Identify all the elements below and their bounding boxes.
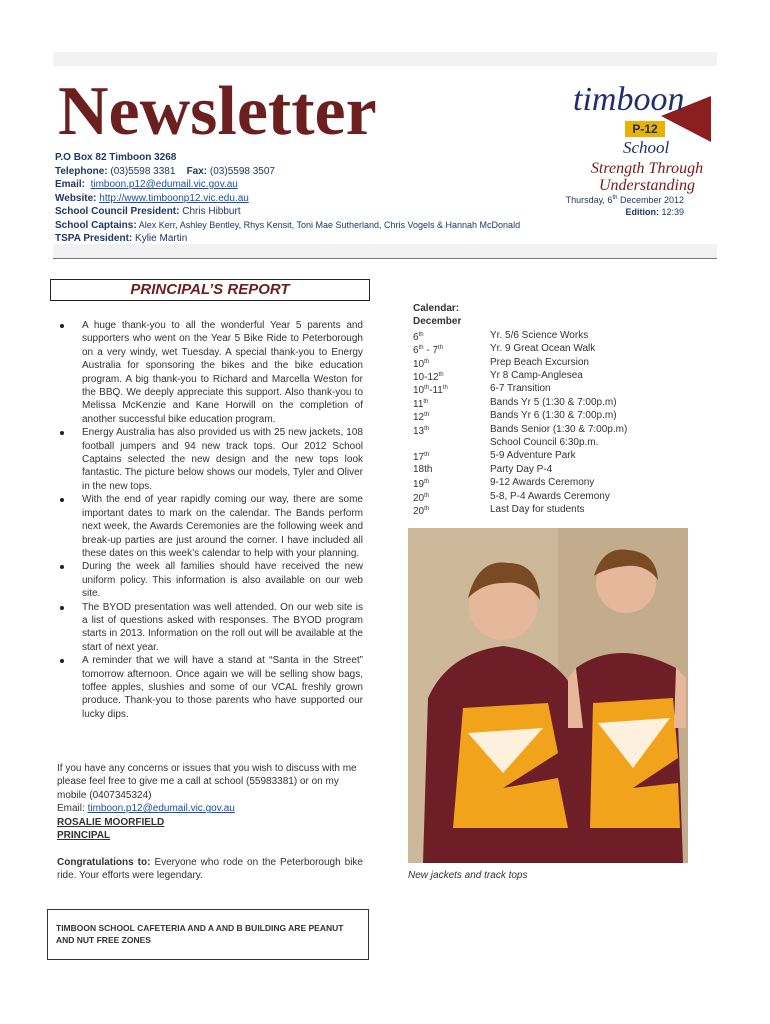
bullet-dot-icon [60,659,64,663]
calendar-event-date: 20th [413,505,430,517]
calendar-event-row [413,342,683,355]
edition-number: Edition: 12:39 [625,207,684,217]
bullet-dot-icon [60,606,64,610]
calendar-event-date: 10th-11th [413,385,448,397]
calendar-event-text: Bands Yr 6 (1:30 & 7:00p.m) [490,410,617,422]
calendar-event-date: 20th [413,492,430,504]
contact-email-line: Email: timboon.p12@edumail.vic.gov.au [57,803,235,815]
header-top-band [53,52,717,66]
calendar-events [413,329,683,516]
calendar-event-text: Last Day for students [490,503,585,515]
calendar-event-text: 9-12 Awards Ceremony [490,477,595,489]
logo-p12-badge: P-12 [625,121,665,137]
report-bullet-item [57,560,363,600]
students-in-new-tops-image [408,528,688,863]
bullet-text: Energy Australia has also provided us with 25 new jackets, 108 football jumpers and 94 new track tops. Our 2012 School Captains selected the new design and the new tops look fantastic. The picture below shows our models, Tyler and Oliver in the new tops. [82,427,363,492]
calendar-event-row [413,329,683,342]
congratulations-note: Congratulations to: Everyone who rode on the Peterborough bike ride. Your efforts were legendary. [57,857,363,882]
logo-school-text: School [623,138,670,157]
website-link[interactable]: http://www.timboonp12.vic.edu.au [99,192,249,204]
president-line: School Council President: Chris Hibburt [55,206,241,217]
tspa-line: TSPA President: Kylie Martin [55,233,188,244]
newsletter-title: Newsletter [58,73,377,150]
bullet-dot-icon [60,498,64,502]
calendar-event-row [413,382,683,395]
bullet-text: A huge thank-you to all the wonderful Year 5 parents and supporters who went on the Year 5 Bike Ride to Peterborough on a very windy, wet Tuesday. A special thank-you to Energy Australia for sponsoring the bikes and the bike education program. A big thank-you to Richard and Marcella Weston for the BBQ. We deeply appreciate this support. Also thank-you to Melissa McKenzie and Kane Horwill on the completion of another successful bike education program. [82,320,363,425]
principal-report-title: PRINCIPAL’S REPORT [130,281,290,298]
calendar-month: December [413,316,462,328]
principal-title: PRINCIPAL [57,830,111,842]
calendar-event-date: 18th [413,463,433,475]
calendar-event-date: 6th [413,331,424,343]
captains-line: School Captains: Alex Kerr, Ashley Bentley, Rhys Kensit, Toni Mae Sutherland, Chris Vogels & Hannah McDonald [55,219,521,231]
principal-contact [57,762,363,842]
report-bullet-item [57,601,363,655]
calendar-event-text: Yr 8 Camp-Anglesea [490,369,583,381]
calendar [413,302,683,516]
calendar-event-date: 6th - 7th [413,345,444,357]
telephone-line: Telephone: (03)5598 3381 Fax: (03)5598 3507 [55,165,275,177]
calendar-event-row [413,463,683,476]
calendar-event-date: 12th [413,412,430,424]
motto-line-2: Understanding [599,177,695,194]
principal-report-bullets [57,319,363,721]
header-bottom-band [53,244,717,258]
school-motto [567,160,727,194]
contact-text: If you have any concerns or issues that you wish to discuss with me please feel free to give me a call at school (55983381) or on my mobile (0407345324) [57,763,357,801]
bullet-dot-icon [60,431,64,435]
calendar-event-row [413,476,683,489]
calendar-event-date: 10-12th [413,371,444,383]
calendar-event-text: Yr. 9 Great Ocean Walk [490,343,596,355]
calendar-event-text: 5-8, P-4 Awards Ceremony [490,490,610,502]
calendar-event-date: 11th [413,398,429,410]
bullet-text: With the end of year rapidly coming our way, there are some important dates to mark on the calendar. The Bands perform next week, the Awards Ceremonies are the following week and break-up parties are just around the corner. I have included all these dates on this week’s calendar to help with your planning. [82,494,363,559]
calendar-event-row [413,436,683,449]
calendar-event-date: 10th [413,358,430,370]
calendar-event-date: 13th [413,425,430,437]
students-photo [408,528,688,863]
school-contact-info [55,151,520,246]
logo-wordmark: timboon [573,81,685,118]
calendar-event-date: 19th [413,479,430,491]
calendar-event-row [413,503,683,516]
po-box: P.O Box 82 Timboon 3268 [55,152,177,163]
header-email-link[interactable]: timboon.p12@edumail.vic.gov.au [90,179,238,190]
photo-caption: New jackets and track tops [408,870,528,881]
calendar-heading: Calendar: [413,303,460,314]
calendar-event-row [413,490,683,503]
newsletter-header [53,66,717,244]
calendar-event-text: Bands Yr 5 (1:30 & 7:00p.m) [490,396,617,408]
bullet-text: The BYOD presentation was well attended. On our web site is a list of questions asked with responses. The BYOD program starts in 2013. Information on the roll out will be available at the start of next year. [82,601,363,653]
report-bullet-item [57,426,363,493]
calendar-event-row [413,409,683,422]
calendar-event-text: Prep Beach Excursion [490,356,589,368]
principal-report-heading-box [50,279,370,301]
bullet-text: During the week all families should have received the new uniform policy. This information is also available on our web site. [82,561,363,600]
calendar-event-text: 6-7 Transition [490,383,551,395]
email-line: Email: timboon.p12@edumail.vic.gov.au [55,179,238,190]
bullet-dot-icon [60,565,64,569]
calendar-event-text: Bands Senior (1:30 & 7:00p.m) [490,423,628,435]
calendar-event-row [413,369,683,382]
nut-free-notice: TIMBOON SCHOOL CAFETERIA AND A AND B BUILDING ARE PEANUT AND NUT FREE ZONES [47,909,369,960]
calendar-event-text: 5-9 Adventure Park [490,450,576,462]
calendar-event-text: Yr. 5/6 Science Works [490,329,589,341]
calendar-event-row [413,396,683,409]
motto-line-1: Strength Through [590,160,704,177]
calendar-event-text: School Council 6:30p.m. [490,436,599,448]
bullet-dot-icon [60,324,64,328]
bullet-text: A reminder that we will have a stand at “Santa in the Street” tomorrow afternoon. Once again we will be selling show bags, toffee apples, slushies and some of our VCAL freshly grown produce. Thank-you to those parents who have supported our lucky dips. [82,655,363,720]
report-bullet-item [57,493,363,560]
calendar-event-row [413,423,683,436]
principal-name: ROSALIE MOORFIELD [57,816,165,828]
principal-email-link[interactable]: timboon.p12@edumail.vic.gov.au [87,803,235,815]
header-divider [53,258,717,259]
report-bullet-item [57,319,363,426]
calendar-event-date: 17th [413,452,430,464]
website-line: Website: http://www.timboonp12.vic.edu.au [55,192,249,204]
issue-date: Thursday, 6th December 2012 [565,195,684,205]
report-bullet-item [57,654,363,721]
calendar-event-row [413,449,683,462]
calendar-event-text: Party Day P-4 [490,463,553,475]
calendar-event-row [413,356,683,369]
